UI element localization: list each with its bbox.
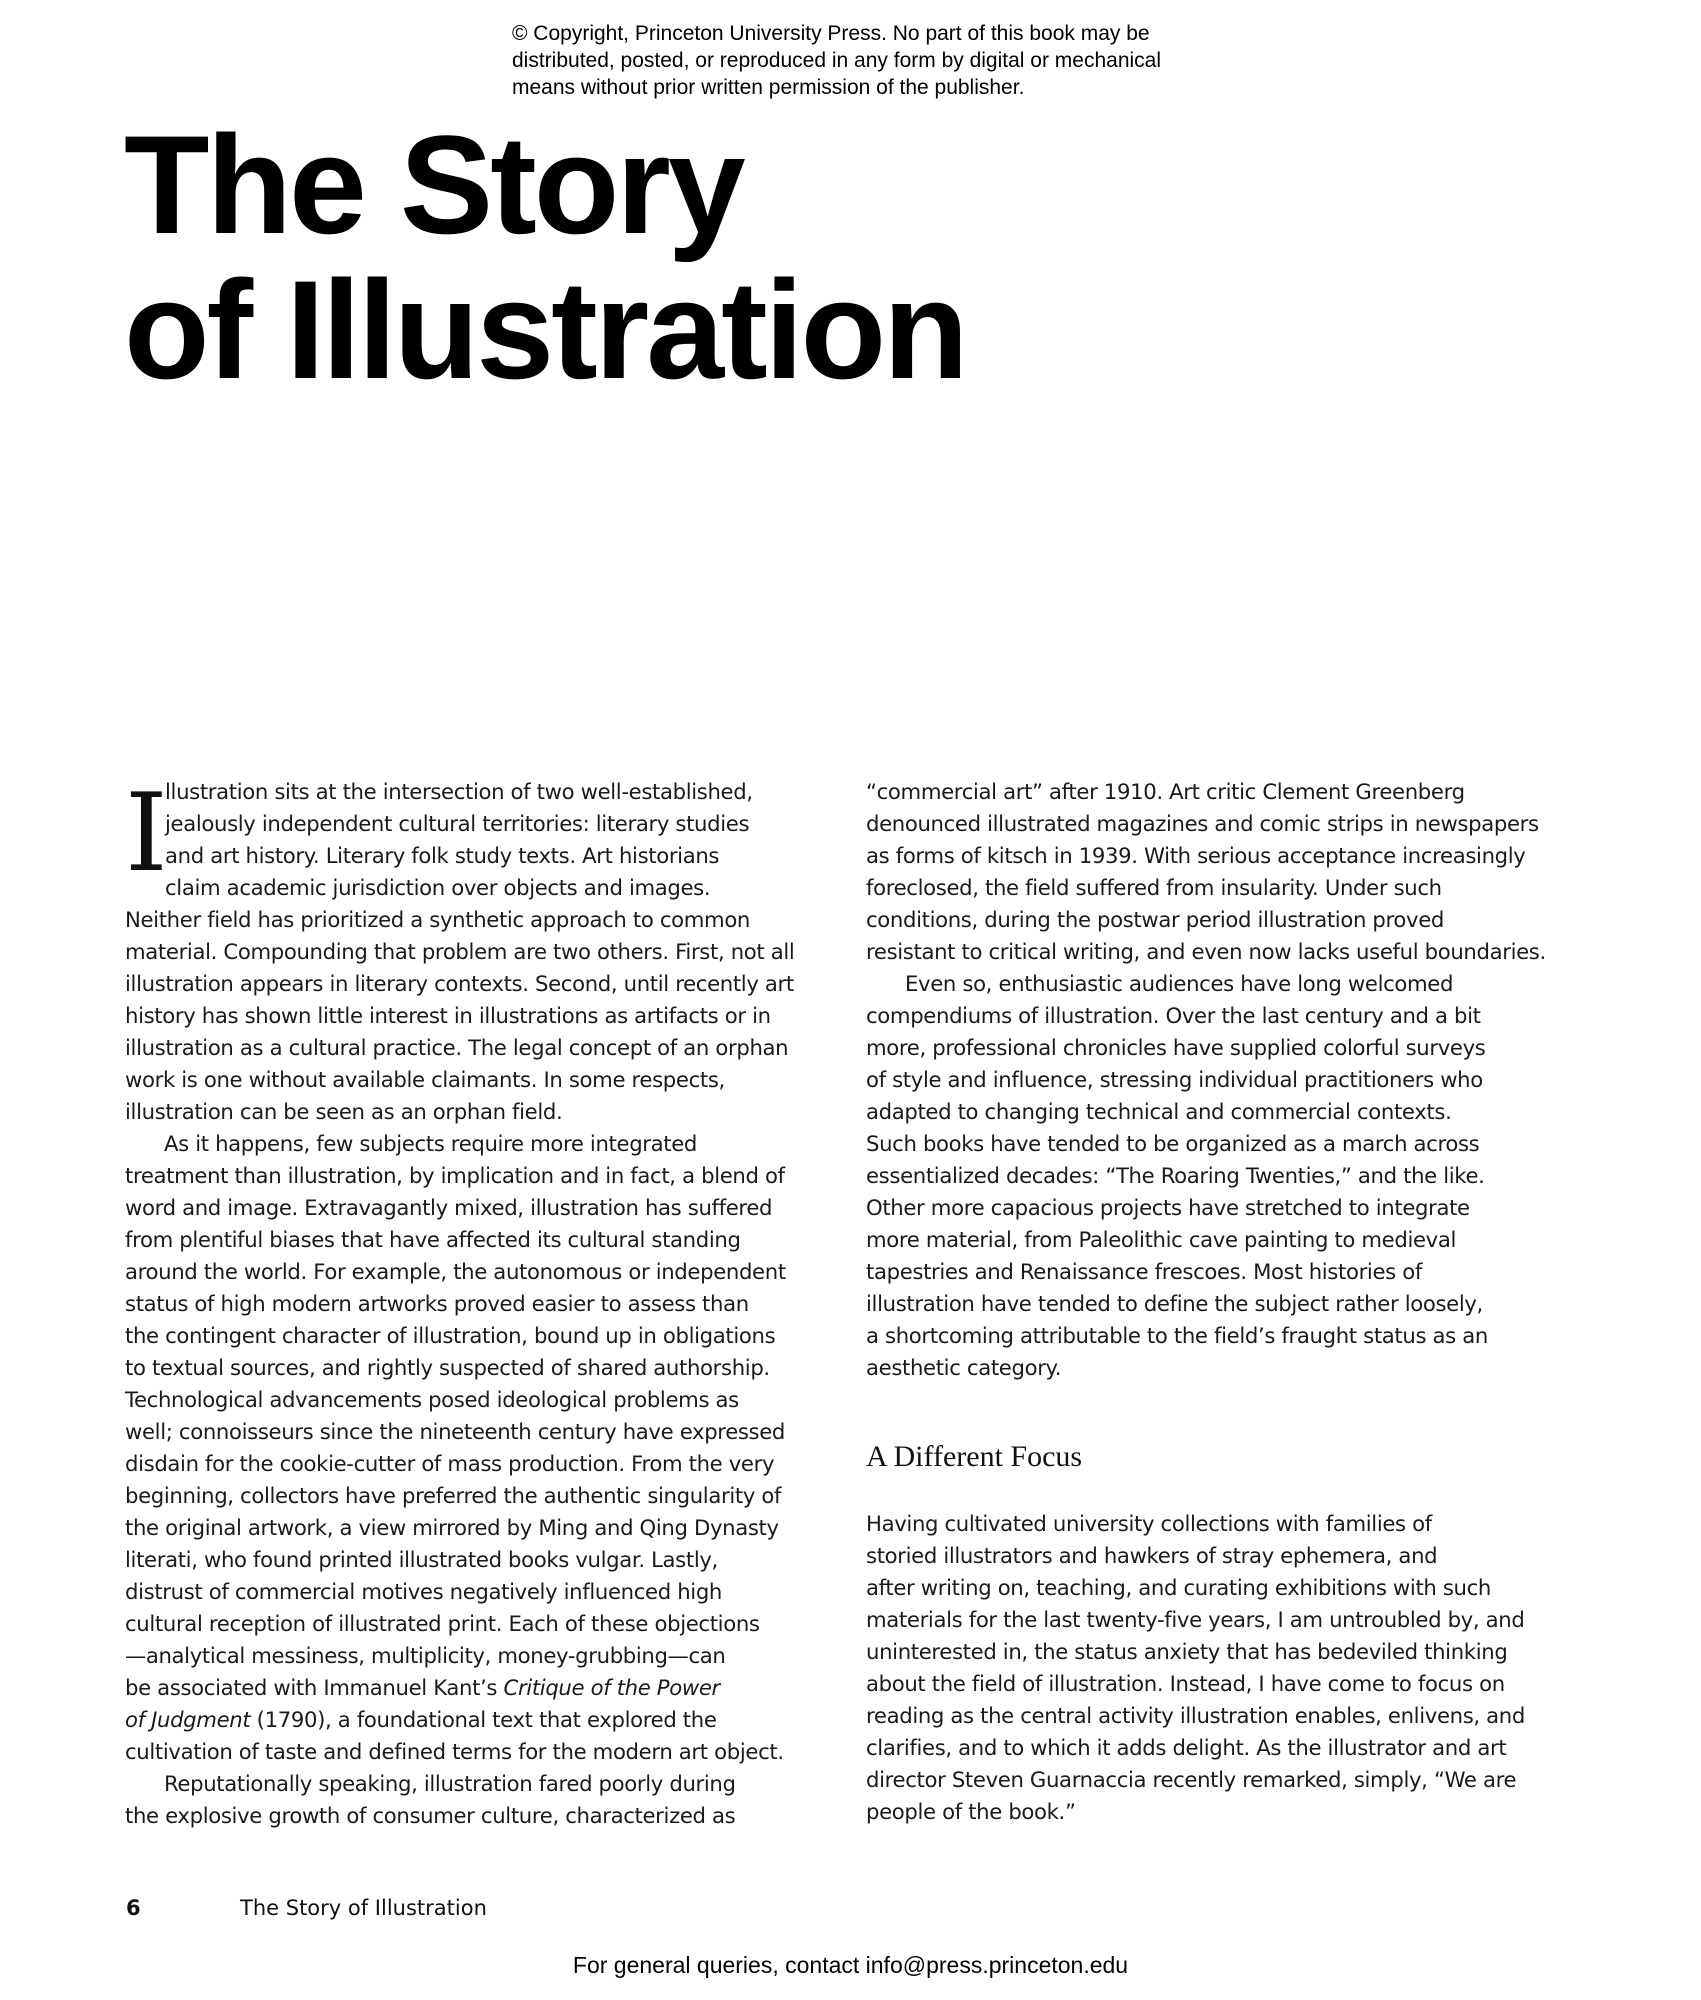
text-line: —analytical messiness, multiplicity, money-grubbing—can [125,1643,726,1668]
text-line: from plentiful biases that have affected its cultural standing [125,1227,741,1252]
text-line [125,1672,845,1704]
text-line: and art history. Literary folk study texts. Art historians [165,843,720,868]
left-text-column [125,771,845,1832]
opening-paragraph [125,771,845,904]
book-title-italic: Critique of the Power [503,1675,720,1700]
text-line: work is one without available claimants. In some respects, [125,1067,725,1092]
copyright-line: distributed, posted, or reproduced in any form by digital or mechanical [512,49,1162,72]
text-line: As it happens, few subjects require more integrated [164,1131,698,1156]
text-line: literati, who found printed illustrated books vulgar. Lastly, [125,1547,718,1572]
text-line: about the field of illustration. Instead, I have come to focus on [866,1671,1505,1696]
text-line: Having cultivated university collections with families of [866,1511,1432,1536]
text-line: reading as the central activity illustration enables, enlivens, and [866,1703,1525,1728]
text-line: tapestries and Renaissance frescoes. Most histories of [866,1259,1422,1284]
text-line: people of the book.” [866,1799,1076,1824]
text-line: cultivation of taste and defined terms for the modern art object. [125,1739,784,1764]
text-line: word and image. Extravagantly mixed, illustration has suffered [125,1195,773,1220]
copyright-notice [512,20,1232,101]
running-head: The Story of Illustration [240,1896,487,1920]
text-line: director Steven Guarnaccia recently remarked, simply, “We are [866,1767,1517,1792]
text-line: well; connoisseurs since the nineteenth century have expressed [125,1419,786,1444]
text-line: adapted to changing technical and commercial contexts. [866,1099,1452,1124]
text-line: materials for the last twenty-five years, I am untroubled by, and [866,1607,1525,1632]
text-line [125,1704,845,1736]
chapter-title-line-1: The Story [124,106,743,263]
text-line: distrust of commercial motives negatively influenced high [125,1579,723,1604]
text-line: “commercial art” after 1910. Art critic Clement Greenberg [866,779,1465,804]
text-line: aesthetic category. [866,1355,1062,1380]
book-title-italic: of Judgment [125,1707,251,1732]
text-line: conditions, during the postwar period illustration proved [866,907,1444,932]
text-line: foreclosed, the field suffered from insularity. Under such [866,875,1442,900]
text-line: the original artwork, a view mirrored by Ming and Qing Dynasty [125,1515,779,1540]
text-line: essentialized decades: “The Roaring Twenties,” and the like. [866,1163,1485,1188]
text-line: of style and influence, stressing individual practitioners who [866,1067,1483,1092]
text-line: claim academic jurisdiction over objects and images. [165,875,711,900]
text-line: illustration can be seen as an orphan field. [125,1099,563,1124]
text-line: after writing on, teaching, and curating exhibitions with such [866,1575,1492,1600]
text-line: to textual sources, and rightly suspected of shared authorship. [125,1355,770,1380]
text-line: beginning, collectors have preferred the authentic singularity of [125,1483,782,1508]
text-line: history has shown little interest in illustrations as artifacts or in [125,1003,771,1028]
text-line: a shortcoming attributable to the field’s fraught status as an [866,1323,1488,1348]
text-line: the explosive growth of consumer culture, characterized as [125,1803,736,1828]
text-line: status of high modern artworks proved easier to assess than [125,1291,749,1316]
text-line: resistant to critical writing, and even now lacks useful boundaries. [866,939,1546,964]
text-line: disdain for the cookie-cutter of mass production. From the very [125,1451,775,1476]
text-line: uninterested in, the status anxiety that has bedeviled thinking [866,1639,1508,1664]
text-line: material. Compounding that problem are two others. First, not all [125,939,795,964]
text-line: Technological advancements posed ideological problems as [125,1387,739,1412]
text-run: (1790), a foundational text that explored the [250,1707,717,1732]
copyright-line: © Copyright, Princeton University Press. No part of this book may be [512,22,1150,45]
text-line: as forms of kitsch in 1939. With serious acceptance increasingly [866,843,1526,868]
text-line: around the world. For example, the autonomous or independent [125,1259,786,1284]
text-line: more, professional chronicles have supplied colorful surveys [866,1035,1486,1060]
text-line: clarifies, and to which it adds delight. As the illustrator and art [866,1735,1507,1760]
text-line: jealously independent cultural territories: literary studies [165,811,750,836]
copyright-line: means without prior written permission of the publisher. [512,76,1025,99]
text-run: be associated with Immanuel Kant’s [125,1675,504,1700]
text-line: illustration as a cultural practice. The legal concept of an orphan [125,1035,789,1060]
right-text-column-section [866,1508,1586,1828]
chapter-title [124,106,966,408]
text-line: treatment than illustration, by implication and in fact, a blend of [125,1163,785,1188]
text-line: cultural reception of illustrated print. Each of these objections [125,1611,760,1636]
page-number: 6 [126,1896,141,1920]
section-heading: A Different Focus [866,1440,1083,1473]
text-line: more material, from Paleolithic cave painting to medieval [866,1227,1457,1252]
text-line: illustration appears in literary contexts. Second, until recently art [125,971,794,996]
chapter-title-line-2: of Illustration [124,251,966,408]
drop-cap: I [125,771,168,896]
text-line: denounced illustrated magazines and comic strips in newspapers [866,811,1539,836]
text-line: Even so, enthusiastic audiences have long welcomed [905,971,1454,996]
text-line: Neither field has prioritized a synthetic approach to common [125,907,751,932]
text-line: storied illustrators and hawkers of stray ephemera, and [866,1543,1438,1568]
text-line: Reputationally speaking, illustration fared poorly during [164,1771,736,1796]
contact-footer: For general queries, contact info@press.princeton.edu [572,1952,1129,1978]
text-line: llustration sits at the intersection of two well-established, [165,779,753,804]
right-text-column [866,776,1586,1384]
text-line: Other more capacious projects have stretched to integrate [866,1195,1470,1220]
text-line: the contingent character of illustration, bound up in obligations [125,1323,776,1348]
text-line: Such books have tended to be organized as a march across [866,1131,1480,1156]
text-line: illustration have tended to define the subject rather loosely, [866,1291,1483,1316]
text-line: compendiums of illustration. Over the last century and a bit [866,1003,1481,1028]
